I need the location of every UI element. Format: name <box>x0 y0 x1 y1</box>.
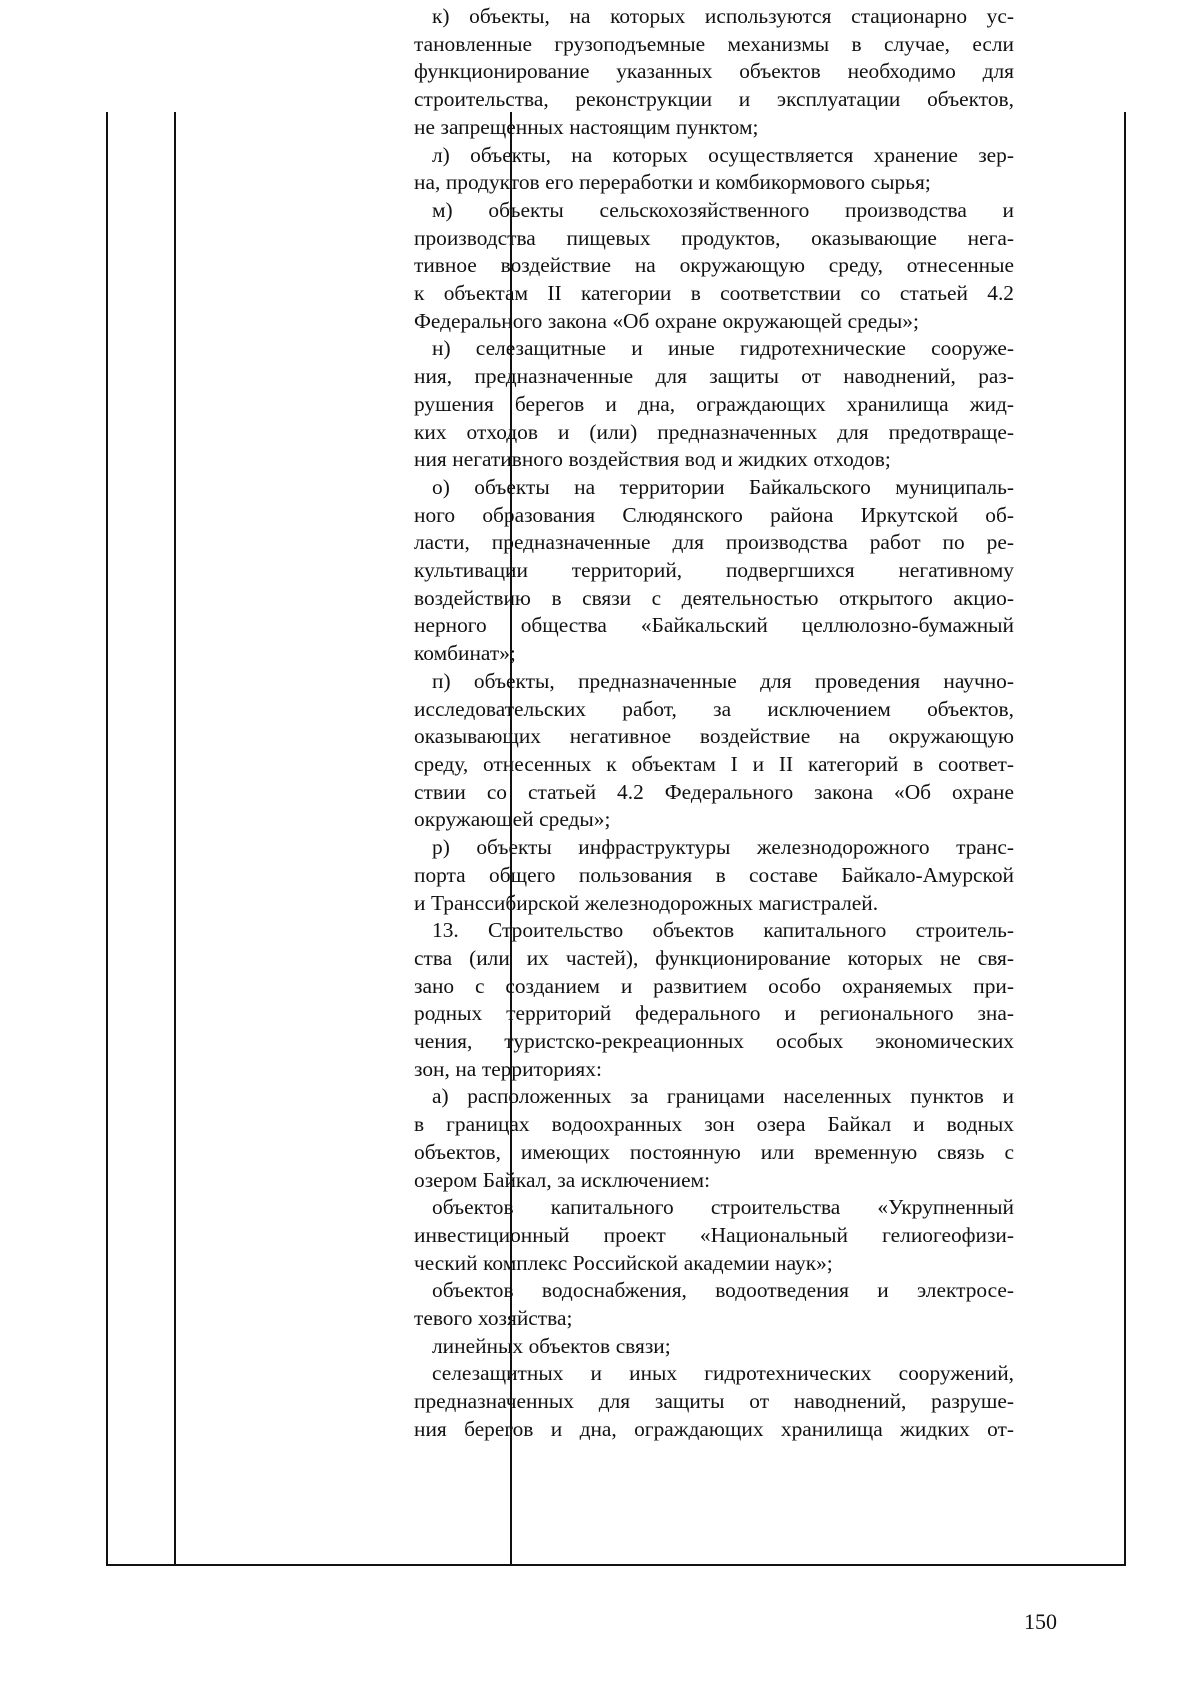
text-line: рушения берегов и дна, ограждающих хранилища жид- <box>414 391 1014 416</box>
text-line: тивное воздействие на окружающую среду, отнесенные <box>414 253 1014 278</box>
text-line: нерного общества «Байкальский целлюлозно-бумажный <box>414 613 1014 638</box>
page-number: 150 <box>1024 1609 1057 1634</box>
text-line: инвестиционный проект «Национальный гелиогеофизи- <box>414 1222 1014 1247</box>
text-line: культивации территорий, подвергшихся негативному <box>414 558 1014 583</box>
text-line: р) объекты инфраструктуры железнодорожного транс- <box>432 835 1014 860</box>
text-line: порта общего пользования в составе Байкало-Амурской <box>414 862 1014 887</box>
text-line: исследовательских работ, за исключением объектов, <box>414 696 1014 721</box>
text-line: в границах водоохранных зон озера Байкал и водных <box>414 1112 1014 1137</box>
text-line: ства (или их частей), функционирование которых не свя- <box>414 945 1014 970</box>
text-line: к объектам II категории в соответствии со статьей 4.2 <box>414 281 1014 306</box>
text-line: чения, туристско-рекреационных особых экономических <box>414 1029 1014 1054</box>
table-border-right <box>1124 112 1126 1564</box>
text-line: ких отходов и (или) предназначенных для предотвраще- <box>414 419 1014 444</box>
text-line: оказывающих негативное воздействие на окружающую <box>414 724 1014 749</box>
table-column-divider-1 <box>174 112 176 1564</box>
text-line: п) объекты, предназначенные для проведения научно- <box>432 668 1014 693</box>
text-line: линейных объектов связи; <box>432 1333 671 1358</box>
text-line: зано с созданием и развитием особо охраняемых при- <box>414 973 1014 998</box>
text-line: на, продуктов его переработки и комбикормового сырья; <box>414 170 931 195</box>
text-line: не запрещенных настоящим пунктом; <box>414 114 759 139</box>
text-line: объектов капитального строительства «Укрупненный <box>432 1195 1014 1220</box>
text-line: и Транссибирской железнодорожных магистралей. <box>414 890 879 915</box>
text-line: функционирование указанных объектов необходимо для <box>414 59 1014 84</box>
text-line: тевого хозяйства; <box>414 1306 573 1331</box>
text-line: о) объекты на территории Байкальского муниципаль- <box>432 474 1014 499</box>
text-line: среду, отнесенных к объектам I и II категорий в соответ- <box>414 751 1014 776</box>
text-line: производства пищевых продуктов, оказывающие нега- <box>414 225 1014 250</box>
text-line: ствии со статьей 4.2 Федерального закона «Об охране <box>414 779 1014 804</box>
text-line: ния негативного воздействия вод и жидких отходов; <box>414 447 891 472</box>
text-line: селезащитных и иных гидротехнических сооружений, <box>432 1361 1014 1386</box>
table-border-left <box>106 112 108 1564</box>
text-line: воздействию в связи с деятельностью открытого акцио- <box>414 585 1014 610</box>
text-line: к) объекты, на которых используются стационарно ус- <box>432 4 1014 28</box>
text-line: комбинат»; <box>414 641 516 666</box>
text-line: объектов водоснабжения, водоотведения и электросе- <box>432 1278 1014 1303</box>
text-line: ческий комплекс Российской академии наук»; <box>414 1250 833 1275</box>
text-line: н) селезащитные и иные гидротехнические сооруже- <box>432 336 1014 361</box>
text-line: родных территорий федерального и регионального зна- <box>414 1001 1014 1026</box>
text-line: строительства, реконструкции и эксплуатации объектов, <box>414 87 1014 112</box>
text-line: Федерального закона «Об охране окружающей среды»; <box>414 308 919 333</box>
text-line: озером Байкал, за исключением: <box>414 1167 711 1192</box>
text-line: зон, на территориях: <box>414 1056 602 1081</box>
text-line: м) объекты сельскохозяйственного производства и <box>432 197 1014 222</box>
text-line: окружающей среды»; <box>414 807 611 832</box>
text-line: а) расположенных за границами населенных пунктов и <box>432 1084 1014 1109</box>
text-line: ласти, предназначенные для производства работ по ре- <box>414 530 1014 555</box>
table-cell-text <box>414 3 1014 1444</box>
text-line: тановленные грузоподъемные механизмы в случае, если <box>414 31 1014 56</box>
text-line: объектов, имеющих постоянную или временную связь с <box>414 1139 1014 1164</box>
text-line: предназначенных для защиты от наводнений, разруше- <box>414 1389 1014 1414</box>
text-line: ния, предназначенные для защиты от наводнений, раз- <box>414 364 1014 389</box>
text-line: ния берегов и дна, ограждающих хранилища жидких от- <box>414 1416 1014 1441</box>
text-line: л) объекты, на которых осуществляется хранение зер- <box>432 142 1014 167</box>
text-line: 13. Строительство объектов капитального строитель- <box>432 918 1014 943</box>
text-line: ного образования Слюдянского района Иркутской об- <box>414 502 1014 527</box>
